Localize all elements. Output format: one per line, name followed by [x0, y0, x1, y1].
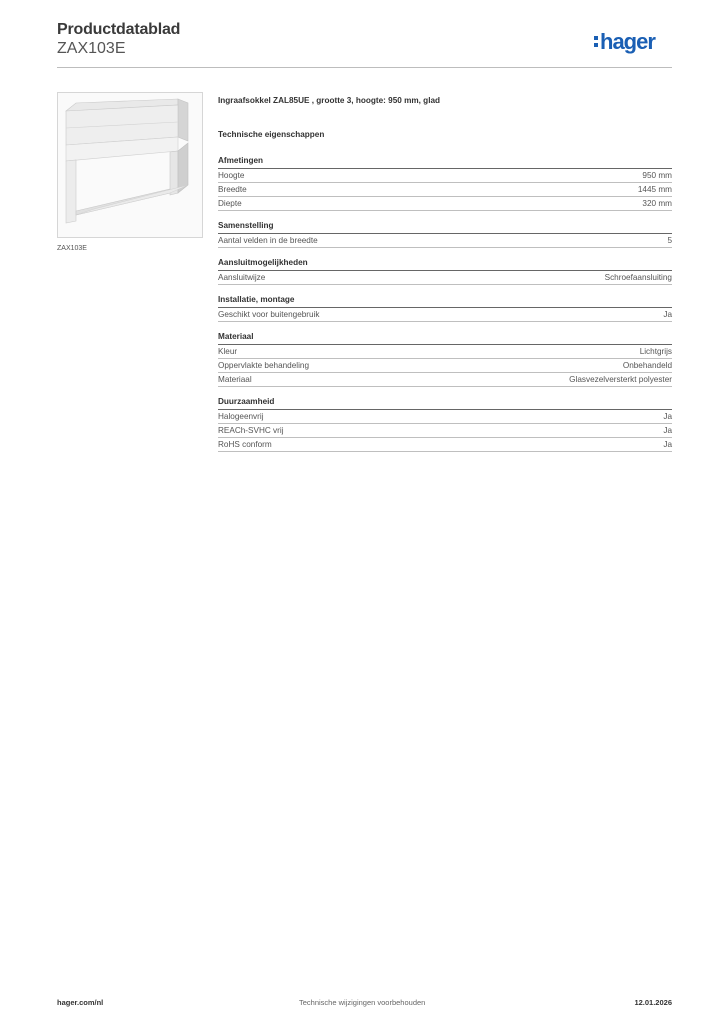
section-title: Duurzaamheid — [218, 397, 672, 410]
property-label: Aantal velden in de breedte — [218, 236, 318, 245]
property-row — [218, 424, 672, 438]
header-divider — [57, 67, 672, 68]
property-value: 950 mm — [642, 171, 672, 180]
product-description: Ingraafsokkel ZAL85UE , grootte 3, hoogte: 950 mm, glad — [218, 96, 441, 105]
property-row — [218, 308, 672, 322]
footer-website: hager.com/nl — [57, 998, 104, 1007]
product-details — [218, 96, 672, 462]
section-title: Materiaal — [218, 332, 672, 345]
property-section — [218, 221, 672, 248]
section-title: Aansluitmogelijkheden — [218, 258, 672, 271]
property-row — [218, 438, 672, 452]
property-section — [218, 397, 672, 452]
property-row — [218, 183, 672, 197]
section-title: Installatie, montage — [218, 295, 672, 308]
property-row — [218, 234, 672, 248]
property-section — [218, 156, 672, 211]
hager-logo — [594, 27, 674, 57]
property-label: Geschikt voor buitengebruik — [218, 310, 320, 319]
property-label: Aansluitwijze — [218, 273, 266, 282]
page-title: Productdatablad — [57, 21, 181, 38]
product-image — [57, 92, 203, 238]
section-title: Afmetingen — [218, 156, 672, 169]
property-label: REACh-SVHC vrij — [218, 426, 284, 435]
property-value: Schroefaansluiting — [604, 273, 672, 282]
property-label: Materiaal — [218, 375, 252, 384]
property-section — [218, 258, 672, 285]
property-row — [218, 345, 672, 359]
property-value: Ja — [663, 426, 672, 435]
section-title: Samenstelling — [218, 221, 672, 234]
property-value: Onbehandeld — [622, 361, 672, 370]
property-value: Ja — [663, 310, 672, 319]
property-row — [218, 373, 672, 387]
property-row — [218, 169, 672, 183]
property-label: Diepte — [218, 199, 242, 208]
property-row — [218, 197, 672, 211]
property-value: 5 — [667, 236, 672, 245]
property-section — [218, 332, 672, 387]
property-section — [218, 295, 672, 322]
property-value: Glasvezelversterkt polyester — [569, 375, 672, 384]
property-label: Breedte — [218, 185, 247, 194]
property-value: Ja — [663, 440, 672, 449]
property-row — [218, 271, 672, 285]
property-value: Ja — [663, 412, 672, 421]
property-value: Lichtgrijs — [639, 347, 672, 356]
image-caption: ZAX103E — [57, 245, 87, 252]
footer-disclaimer: Technische wijzigingen voorbehouden — [299, 998, 426, 1007]
product-code: ZAX103E — [57, 40, 126, 57]
property-label: RoHS conform — [218, 440, 272, 449]
property-sections — [218, 156, 672, 452]
logo-text: hager — [600, 29, 655, 54]
property-label: Oppervlakte behandeling — [218, 361, 310, 370]
property-row — [218, 410, 672, 424]
property-label: Kleur — [218, 347, 238, 356]
property-value: 320 mm — [642, 199, 672, 208]
technical-properties-heading: Technische eigenschappen — [218, 130, 325, 139]
property-value: 1445 mm — [637, 185, 672, 194]
property-label: Hoogte — [218, 171, 245, 180]
property-label: Halogeenvrij — [218, 412, 264, 421]
footer-date: 12.01.2026 — [634, 998, 672, 1007]
property-row — [218, 359, 672, 373]
